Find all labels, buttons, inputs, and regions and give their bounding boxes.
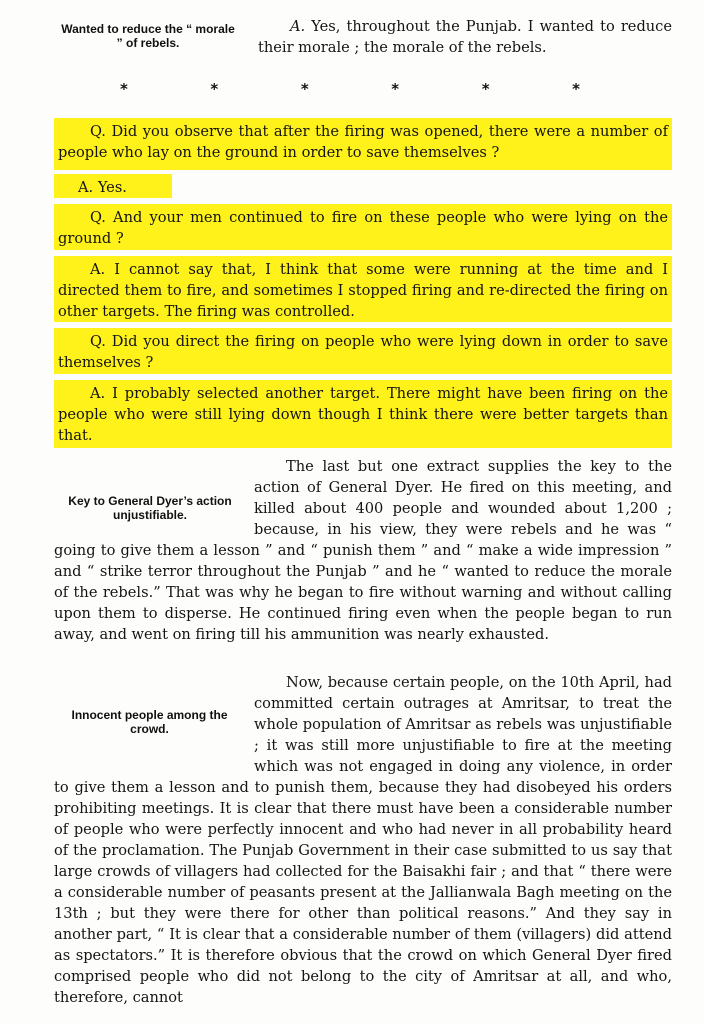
section2-text: Now, because certain people, on the 10th April, had committed certain outrages at Amritsar, to treat the whole population of Amritsar as rebels was unjustifiable ; it was still more unjustifiable to fire at the meeting which was not engaged in doing any violence, in order to give them a lesson and to punish them, because they had disobeyed his orders prohibiting meetings. It is clear that there must have been a considerable number of people who were perfectly innocent and who had never in all probability heard of the proclamation. The Punjab Government in their case submitted to us say that large crowds of villagers had collected for the Baisakhi fair ; and that “ there were a considerable number of peasants present at the Jallianwala Bagh meeting on the 13th ; but they were there for other than political reasons.” And they say in another part, “ It is clear that a considerable number of them (villagers) did attend as spectators.” It is therefore obvious that the crowd on which General Dyer fired comprised people who did not belong to the city of Amritsar at all, and who, therefore, cannot: [54, 674, 672, 1006]
qa-highlight-6: [54, 380, 672, 448]
margin-note-innocent: Innocent people among the crowd.: [71, 708, 228, 736]
separator-stars: [120, 80, 580, 98]
qa-question: Q. And your men continued to fire on these people who were lying on the ground ?: [58, 209, 668, 247]
star: *: [391, 80, 400, 98]
star: *: [481, 80, 490, 98]
star: *: [210, 80, 219, 98]
qa-highlight-2: [54, 174, 172, 198]
qa-highlight-4: [54, 256, 672, 322]
star: *: [120, 80, 128, 98]
top-answer: [258, 16, 672, 58]
qa-highlight-5: [54, 328, 672, 374]
margin-note-morale: Wanted to reduce the “ morale ” of rebels.: [61, 22, 235, 50]
answer-text: Yes, throughout the Punjab. I wanted to reduce their morale ; the morale of the rebels.: [258, 18, 672, 56]
star: *: [572, 80, 580, 98]
qa-question: Q. Did you observe that after the firing was opened, there were a number of people who lay on the ground in order to save themselves ?: [58, 123, 668, 161]
section1-paragraph: [54, 456, 672, 645]
margin-note-key: Key to General Dyer’s action unjustifiable.: [68, 494, 232, 522]
section1-text: The last but one extract supplies the key to the action of General Dyer. He fired on this meeting, and killed about 400 people and wounded about 1,200 ; because, in his view, they were rebels and he was “ going to give them a lesson ” and “ punish them ” and “ make a wide impression ” and “ strike terror throughout the Punjab ” and he “ wanted to reduce the morale of the rebels.” That was why he began to fire without warning and without calling upon them to disperse. He continued firing even when the people began to run away, and went on firing till his ammunition was nearly exhausted.: [54, 458, 672, 643]
qa-highlight-3: [54, 204, 672, 250]
star: *: [300, 80, 309, 98]
qa-answer: A. I probably selected another target. There might have been firing on the people who were still lying down though I think there were better targets than that.: [58, 385, 668, 444]
section2-paragraph: [54, 672, 672, 1008]
qa-question: Q. Did you direct the firing on people who were lying down in order to save themselves ?: [58, 333, 668, 371]
answer-prefix: A.: [290, 18, 306, 35]
qa-answer: A. Yes.: [78, 179, 127, 196]
qa-highlight-1: [54, 118, 672, 170]
qa-answer: A. I cannot say that, I think that some were running at the time and I directed them to fire, and sometimes I stopped firing and re-directed the firing on other targets. The firing was controlled.: [58, 261, 668, 320]
